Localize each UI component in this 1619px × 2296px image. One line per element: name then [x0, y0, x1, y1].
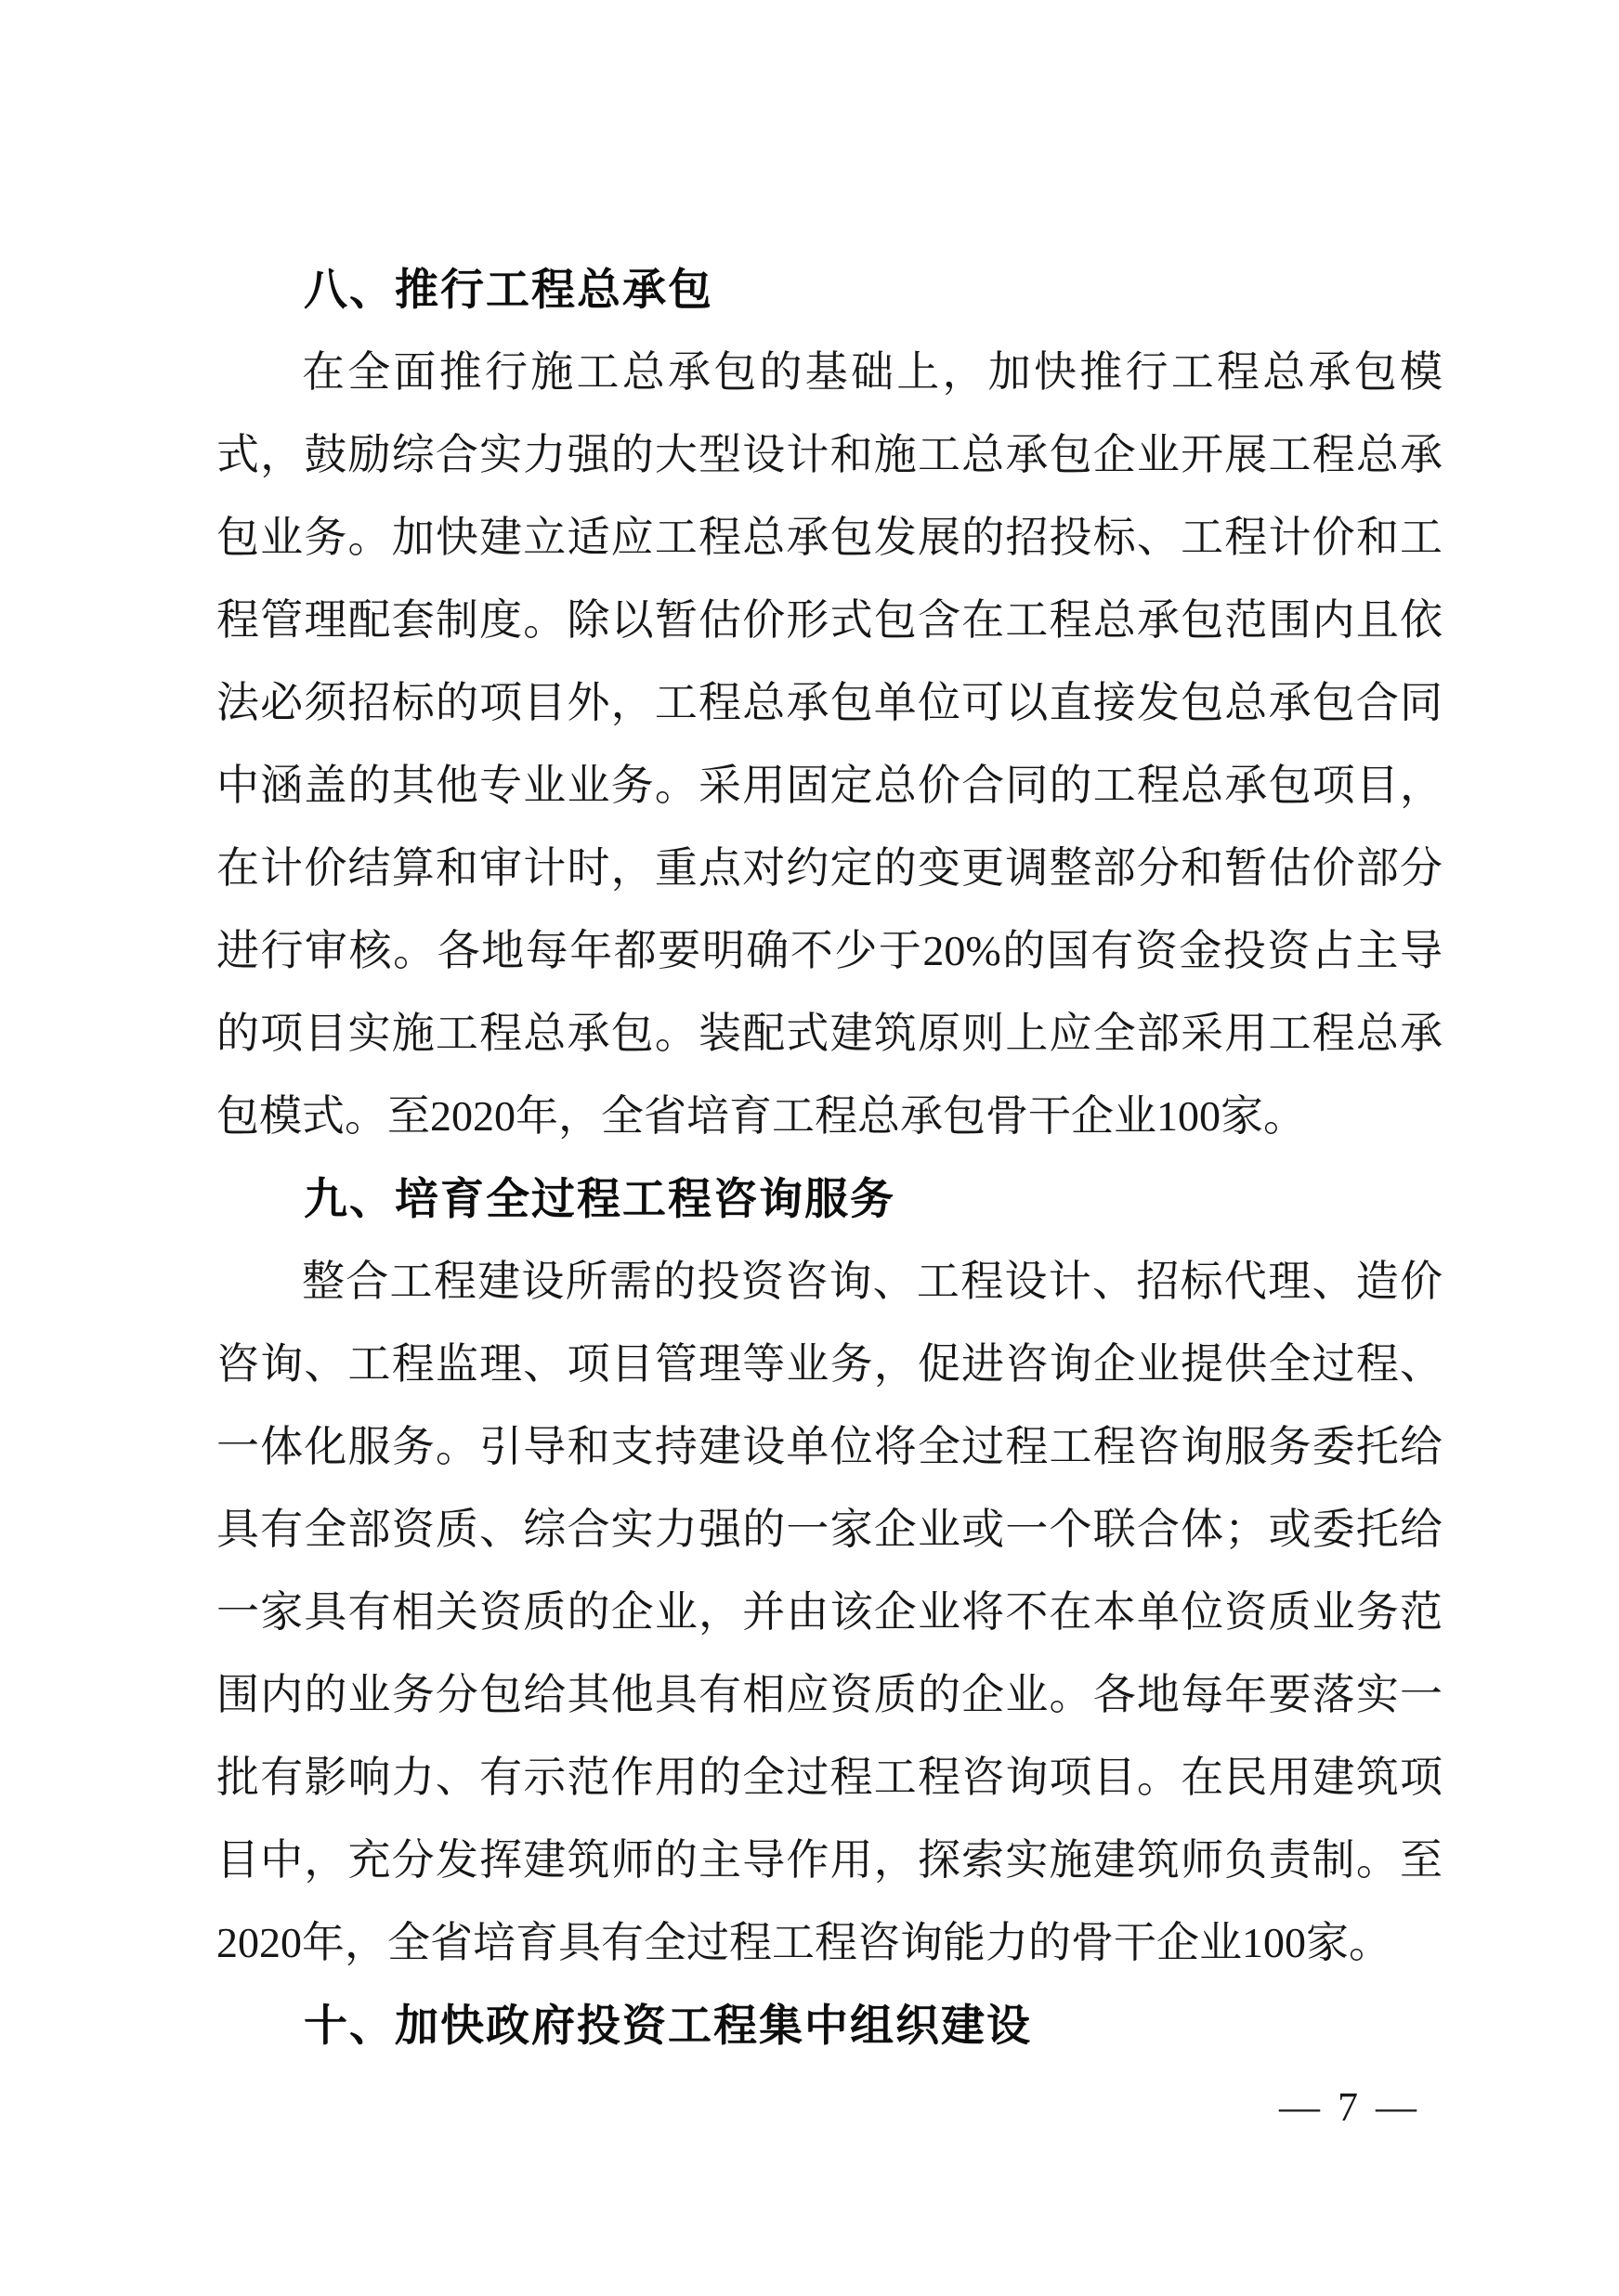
text-line: 程管理配套制度。除以暂估价形式包含在工程总承包范围内且依: [216, 596, 1443, 644]
text-line: 围内的业务分包给其他具有相应资质的企业。各地每年要落实一: [216, 1671, 1443, 1718]
text-line: 包业务。加快建立适应工程总承包发展的招投标、工程计价和工: [216, 514, 1443, 561]
text-line: 进行审核。各地每年都要明确不少于20%的国有资金投资占主导: [216, 927, 1443, 974]
text-line: 具有全部资质、综合实力强的一家企业或一个联合体；或委托给: [216, 1506, 1443, 1553]
document-body: [216, 248, 1443, 2067]
text-line: 目中，充分发挥建筑师的主导作用，探索实施建筑师负责制。至: [216, 1836, 1443, 1884]
text-line: 2020年，全省培育具有全过程工程咨询能力的骨干企业100家。: [216, 1919, 1391, 1966]
section-heading: 十、加快政府投资工程集中组织建设: [304, 2001, 1032, 2050]
text-line: 的项目实施工程总承包。装配式建筑原则上应全部采用工程总承: [216, 1010, 1443, 1057]
text-line: 法必须招标的项目外，工程总承包单位可以直接发包总承包合同: [216, 679, 1443, 726]
paragraph: [216, 331, 1443, 1157]
text-line: 一体化服务。引导和支持建设单位将全过程工程咨询服务委托给: [216, 1423, 1443, 1470]
text-line: 批有影响力、有示范作用的全过程工程咨询项目。在民用建筑项: [216, 1754, 1443, 1801]
text-line: 包模式。至2020年，全省培育工程总承包骨干企业100家。: [216, 1092, 1306, 1140]
text-line: 在全面推行施工总承包的基础上，加快推行工程总承包模: [302, 348, 1443, 396]
text-line: 一家具有相关资质的企业，并由该企业将不在本单位资质业务范: [216, 1588, 1443, 1636]
section-heading: 九、培育全过程工程咨询服务: [304, 1174, 895, 1223]
section-heading: 八、推行工程总承包: [304, 265, 713, 314]
text-line: 咨询、工程监理、项目管理等业务，促进咨询企业提供全过程、: [216, 1340, 1443, 1388]
text-line: 中涵盖的其他专业业务。采用固定总价合同的工程总承包项目，: [216, 762, 1443, 809]
text-line: 在计价结算和审计时，重点对约定的变更调整部分和暂估价部分: [216, 844, 1443, 892]
paragraph: [216, 1240, 1443, 1984]
text-line: 式，鼓励综合实力强的大型设计和施工总承包企业开展工程总承: [216, 431, 1443, 478]
text-line: 整合工程建设所需的投资咨询、工程设计、招标代理、造价: [302, 1258, 1443, 1305]
page-number: — 7 —: [1279, 2084, 1420, 2130]
